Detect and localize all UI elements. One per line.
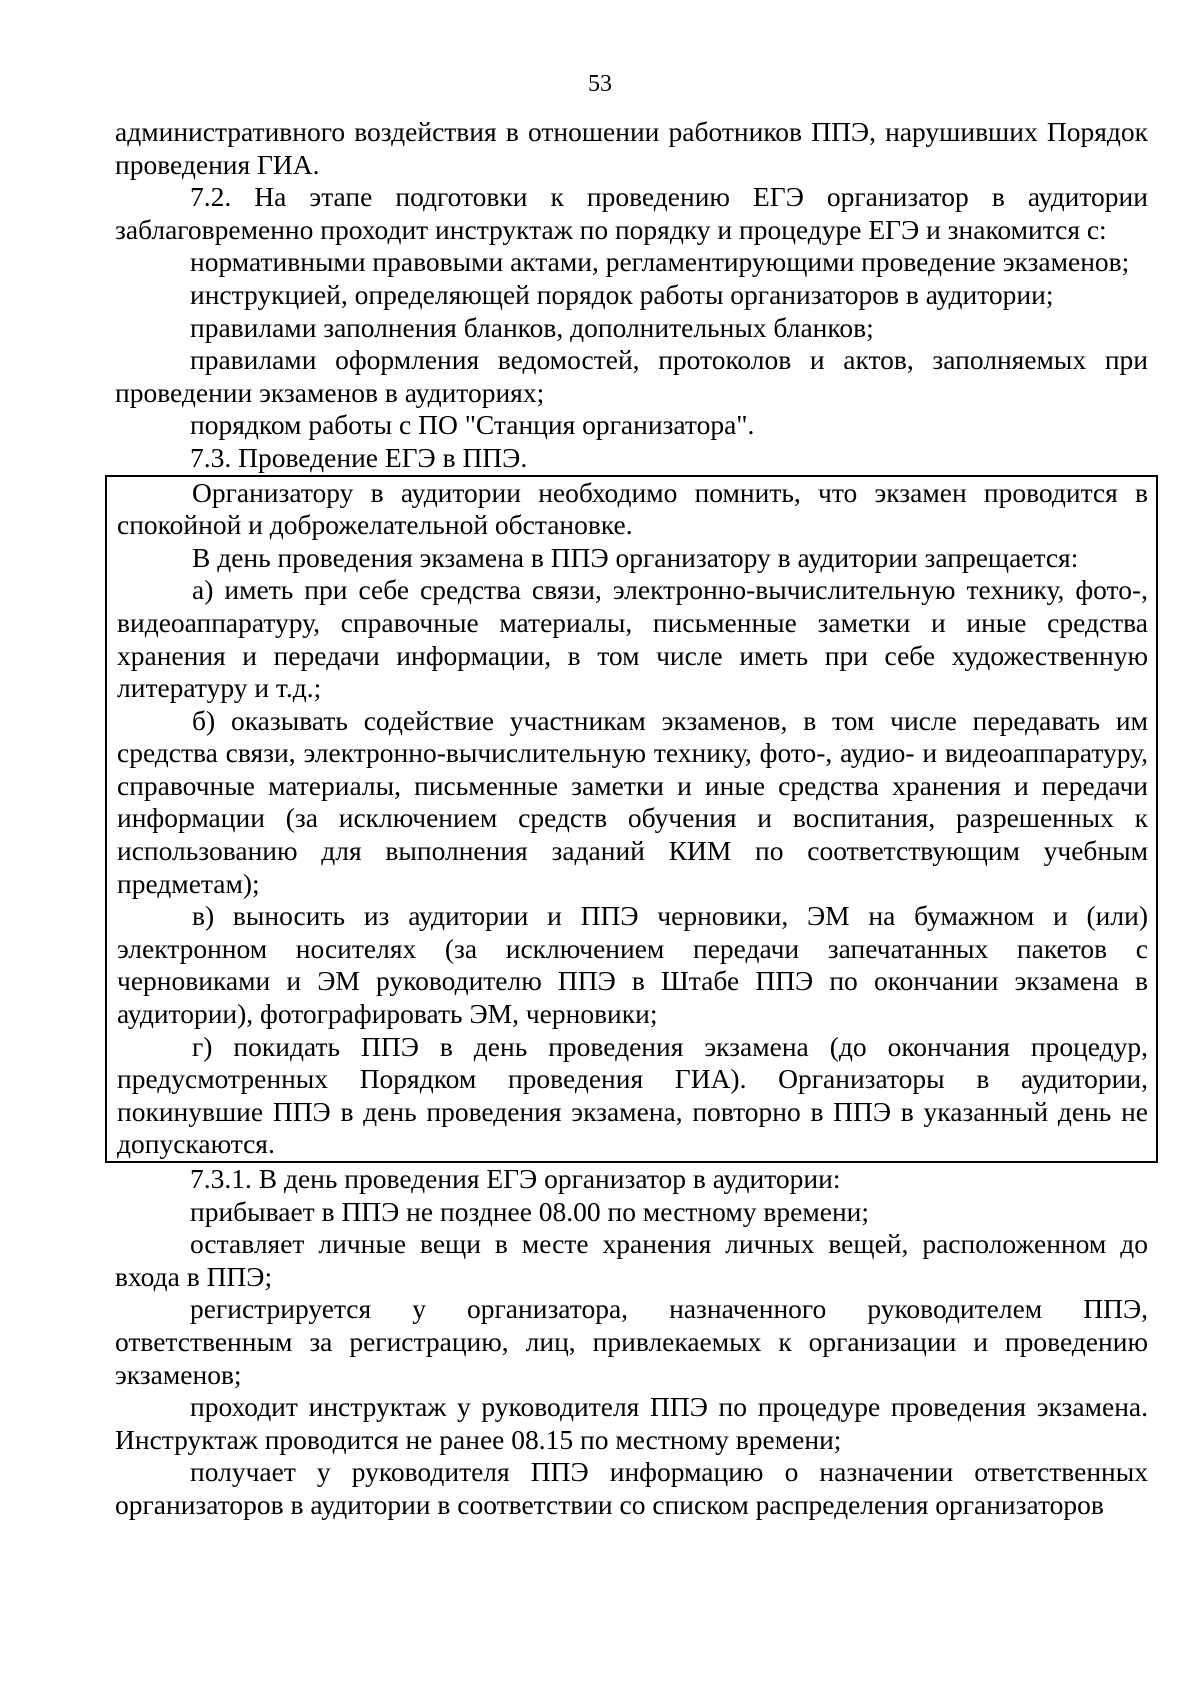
list-item: проходит инструктаж у руководителя ППЭ по процедуре проведения экзамена. Инструктаж проводится не ранее 08.15 по местному времени; [115, 1391, 1148, 1455]
list-item: получает у руководителя ППЭ информацию о назначении ответственных организаторов в аудитории в соответствии со списком распределения организаторов [115, 1456, 1148, 1520]
list-item: правилами заполнения бланков, дополнительных бланков; [190, 311, 874, 343]
list-item: порядком работы с ПО "Станция организатора". [190, 409, 755, 441]
document-body [115, 116, 1148, 1522]
list-item: инструкцией, определяющей порядок работы организаторов в аудитории; [190, 278, 1054, 310]
prohibition-item-v: в) выносить из аудитории и ППЭ черновики, ЭМ на бумажном и (или) электронном носителях (за исключением передачи запечатанных пакетов с черновиками и ЭМ руководителю ППЭ в Штабе ППЭ по окончании экзамена в аудитории), фотографировать ЭМ, черновики; [117, 900, 1148, 1030]
list-item: оставляет личные вещи в месте хранения личных вещей, расположенном до входа в ППЭ; [115, 1228, 1148, 1292]
prohibition-item-b: б) оказывать содействие участникам экзаменов, в том числе передавать им средства связи, электронно-вычислительную технику, фото-, аудио- и видеоаппаратуру, справочные материалы, письменные заметки и иные средства хранения и передачи информации (за исключением средств обучения и воспитания, разрешенных к использованию для выполнения заданий КИМ по соответствующим учебным предметам); [117, 704, 1148, 899]
section-heading-7-3-1: 7.3.1. В день проведения ЕГЭ организатор в аудитории: [190, 1163, 841, 1194]
section-heading-7-3: 7.3. Проведение ЕГЭ в ППЭ. [190, 441, 528, 473]
paragraph: Организатору в аудитории необходимо помнить, что экзамен проводится в спокойной и доброжелательной обстановке. [117, 476, 1148, 541]
prohibition-item-g: г) покидать ППЭ в день проведения экзамена (до окончания процедур, предусмотренных Порядком проведения ГИА). Организаторы в аудитории, покинувшие ППЭ в день проведения экзамена, повторно в ППЭ в указанный день не допускаются. [117, 1030, 1148, 1160]
paragraph: административного воздействия в отношении работников ППЭ, нарушивших Порядок проведения ГИА. [115, 116, 1148, 180]
list-item: прибывает в ППЭ не позднее 08.00 по местному времени; [190, 1195, 870, 1227]
page-number: 53 [588, 71, 612, 97]
list-item: нормативными правовыми актами, регламентирующими проведение экзаменов; [190, 246, 1130, 278]
section-heading-7-2: 7.2. На этапе подготовки к проведению ЕГЭ организатор в аудитории заблаговременно проходит инструктаж по порядку и процедуре ЕГЭ и знакомится с: [115, 181, 1148, 245]
list-item: регистрируется у организатора, назначенного руководителем ППЭ, ответственным за регистрацию, лиц, привлекаемых к организации и проведению экзаменов; [115, 1293, 1148, 1390]
paragraph: В день проведения экзамена в ППЭ организатору в аудитории запрещается: [192, 541, 1079, 573]
prohibition-item-a: а) иметь при себе средства связи, электронно-вычислительную технику, фото-, видеоаппаратуру, справочные материалы, письменные заметки и иные средства хранения и передачи информации, в том числе иметь при себе художественную литературу и т.д.; [117, 574, 1148, 704]
prohibitions-box [105, 475, 1158, 1163]
list-item: правилами оформления ведомостей, протоколов и актов, заполняемых при проведении экзаменов в аудиториях; [115, 344, 1148, 408]
